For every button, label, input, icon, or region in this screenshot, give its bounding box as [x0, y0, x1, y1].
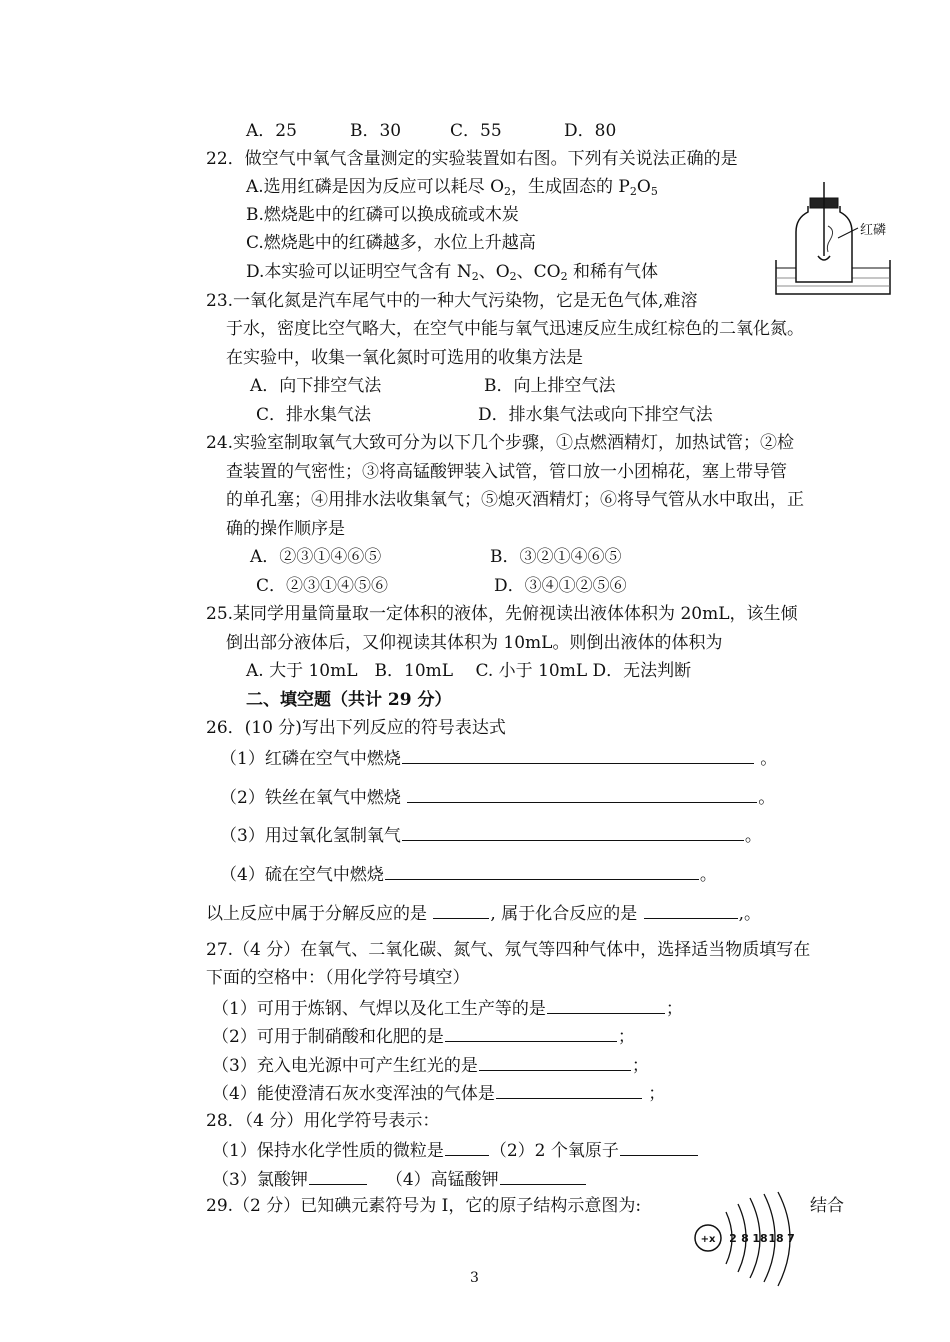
q22-a-text: A.选用红磷是因为反应可以耗尽 O: [246, 177, 505, 197]
q26-item4-end: 。: [699, 865, 717, 885]
shell-count: 18: [768, 1232, 784, 1245]
q26-summary: [206, 902, 761, 924]
subscript: 2: [629, 185, 637, 198]
answer-blank[interactable]: [309, 1168, 367, 1185]
q22-d-text: D.本实验可以证明空气含有 N: [246, 262, 472, 282]
q25-options: A. 大于 10mL B．10mL C. 小于 10mL D．无法判断: [246, 661, 692, 681]
q26-summary-end: ,。: [738, 904, 762, 924]
answer-blank[interactable]: [407, 786, 757, 803]
nucleus-charge: +x: [700, 1234, 716, 1245]
section-title: 二、填空题（共计 29 分）: [246, 690, 452, 710]
q22-a-text3: O: [636, 177, 651, 197]
q26-item2-label: （2）铁丝在氧气中燃烧: [220, 788, 401, 808]
q29-stem: 29.（2 分）已知碘元素符号为 I，它的原子结构示意图为:: [206, 1196, 642, 1216]
q22-option-c: C.燃烧匙中的红磷越多，水位上升越高: [246, 233, 536, 253]
q22-option-a: [246, 177, 658, 197]
answer-blank[interactable]: [445, 1025, 617, 1042]
q22-stem: 22．做空气中氧气含量测定的实验装置如右图。下列有关说法正确的是: [206, 149, 738, 169]
q27-sep: ；: [617, 1027, 635, 1047]
q28-item3-label: （3）氯酸钾: [212, 1170, 308, 1190]
q22-d-text2: 、O: [478, 262, 510, 282]
q27-sep: ；: [642, 1084, 666, 1104]
q24-option-d: D．③④①②⑤⑥: [494, 576, 627, 596]
answer-blank[interactable]: [496, 1082, 642, 1099]
q28-stem: 28．（4 分）用化学符号表示：: [206, 1111, 440, 1131]
q24-option-a: A．②③①④⑥⑤: [250, 547, 382, 567]
answer-blank[interactable]: [402, 824, 744, 841]
page-number: 3: [470, 1270, 479, 1286]
q21-option-d: D．80: [564, 121, 617, 141]
q28-item2-label: （2）2 个氧原子: [489, 1141, 619, 1161]
q21-option-c: C．55: [450, 121, 502, 141]
shell-count: 7: [787, 1232, 795, 1245]
answer-blank[interactable]: [644, 902, 738, 919]
answer-blank[interactable]: [402, 747, 754, 764]
q28-item1-label: （1）保持水化学性质的微粒是: [212, 1141, 444, 1161]
q26-item1-label: （1）红磷在空气中燃烧: [220, 749, 401, 769]
q26-item4-label: （4）硫在空气中燃烧: [220, 865, 384, 885]
answer-blank[interactable]: [385, 863, 699, 880]
q23-option-d: D．排水集气法或向下排空气法: [478, 405, 713, 425]
answer-blank[interactable]: [479, 1054, 631, 1071]
q27-item4-label: （4）能使澄清石灰水变浑浊的气体是: [212, 1084, 495, 1104]
q24-line2: 查装置的气密性；③将高锰酸钾装入试管，管口放一小团棉花，塞上带导管: [226, 462, 787, 482]
q21-option-a: A．25: [246, 121, 297, 141]
q28-item4-label: （4）高锰酸钾: [385, 1170, 499, 1190]
q27-sep: ；: [631, 1056, 649, 1076]
q26-summary-text2: , 属于化合反应的是: [490, 904, 643, 924]
q27-item3-label: （3）充入电光源中可产生红光的是: [212, 1056, 478, 1076]
atom-structure-diagram: [688, 1190, 810, 1290]
q23-option-c: C．排水集气法: [256, 405, 372, 425]
subscript: 5: [650, 185, 658, 198]
q28-row1: [212, 1139, 699, 1161]
q27-line1: 27.（4 分）在氧气、二氧化碳、氮气、氖气等四种气体中，选择适当物质填写在: [206, 940, 811, 960]
oxygen-apparatus-figure: [770, 178, 900, 300]
q26-item2: [220, 786, 775, 808]
q22-option-d: [246, 262, 658, 282]
q23-line1: 23.一氧化氮是汽车尾气中的一种大气污染物，它是无色气体,难溶: [206, 291, 698, 311]
q26-item3-end: 。: [744, 826, 762, 846]
q25-line2: 倒出部分液体后，又仰视读其体积为 10mL。则倒出液体的体积为: [226, 633, 723, 653]
subscript: 2: [471, 270, 479, 283]
q24-option-c: C．②③①④⑤⑥: [256, 576, 389, 596]
answer-blank[interactable]: [445, 1139, 489, 1156]
q24-line4: 确的操作顺序是: [226, 519, 345, 539]
q27-item1: [212, 997, 683, 1019]
q24-line1: 24.实验室制取氧气大致可分为以下几个步骤，①点燃酒精灯，加热试管；②检: [206, 433, 795, 453]
shell-count: 2: [729, 1232, 737, 1245]
q28-row2: [212, 1168, 587, 1190]
shell-count: 18: [752, 1232, 768, 1245]
q26-stem: 26．(10 分)写出下列反应的符号表达式: [206, 718, 506, 738]
subscript: 2: [509, 270, 517, 283]
q23-line3: 在实验中，收集一氧化氮时可选用的收集方法是: [226, 348, 583, 368]
q27-sep: ；: [665, 999, 683, 1019]
red-phosphorus-label: 红磷: [860, 223, 887, 238]
q26-item1-end: 。: [754, 749, 778, 769]
shell-count: 8: [741, 1232, 749, 1245]
answer-blank[interactable]: [620, 1139, 698, 1156]
answer-blank[interactable]: [433, 902, 489, 919]
q27-item1-label: （1）可用于炼钢、气焊以及化工生产等的是: [212, 999, 546, 1019]
answer-blank[interactable]: [500, 1168, 586, 1185]
q27-item2: [212, 1025, 635, 1047]
q26-summary-text: 以上反应中属于分解反应的是: [206, 904, 433, 924]
q26-item3: [220, 824, 762, 846]
q22-a-text2: ，生成固态的 P: [511, 177, 630, 197]
q21-option-b: B．30: [350, 121, 402, 141]
q27-item3: [212, 1054, 649, 1076]
q22-d-text4: 和稀有气体: [567, 262, 659, 282]
q21-options: [246, 121, 616, 141]
q23-option-b: B．向上排空气法: [484, 376, 616, 396]
q22-option-b: B.燃烧匙中的红磷可以换成硫或木炭: [246, 205, 519, 225]
q23-option-a: A．向下排空气法: [250, 376, 382, 396]
q24-line3: 的单孔塞；④用排水法收集氧气；⑤熄灭酒精灯；⑥将导气管从水中取出，正: [226, 490, 804, 510]
q23-line2: 于水，密度比空气略大，在空气中能与氧气迅速反应生成红棕色的二氧化氮。: [226, 319, 804, 339]
q22-d-text3: 、CO: [516, 262, 561, 282]
q26-item2-end: 。: [758, 788, 776, 808]
q29-tail: 结合: [810, 1196, 844, 1216]
q26-item4: [220, 863, 717, 885]
q27-item4: [212, 1082, 665, 1104]
subscript: 2: [560, 270, 568, 283]
answer-blank[interactable]: [547, 997, 665, 1014]
subscript: 2: [504, 185, 512, 198]
q25-line1: 25.某同学用量筒量取一定体积的液体，先俯视读出液体体积为 20mL，该生倾: [206, 604, 798, 624]
q27-item2-label: （2）可用于制硝酸和化肥的是: [212, 1027, 444, 1047]
q24-option-b: B．③②①④⑥⑤: [490, 547, 622, 567]
q27-line2: 下面的空格中：（用化学符号填空）: [206, 968, 470, 988]
q26-item1: [220, 747, 777, 769]
q26-item3-label: （3）用过氧化氢制氧气: [220, 826, 401, 846]
